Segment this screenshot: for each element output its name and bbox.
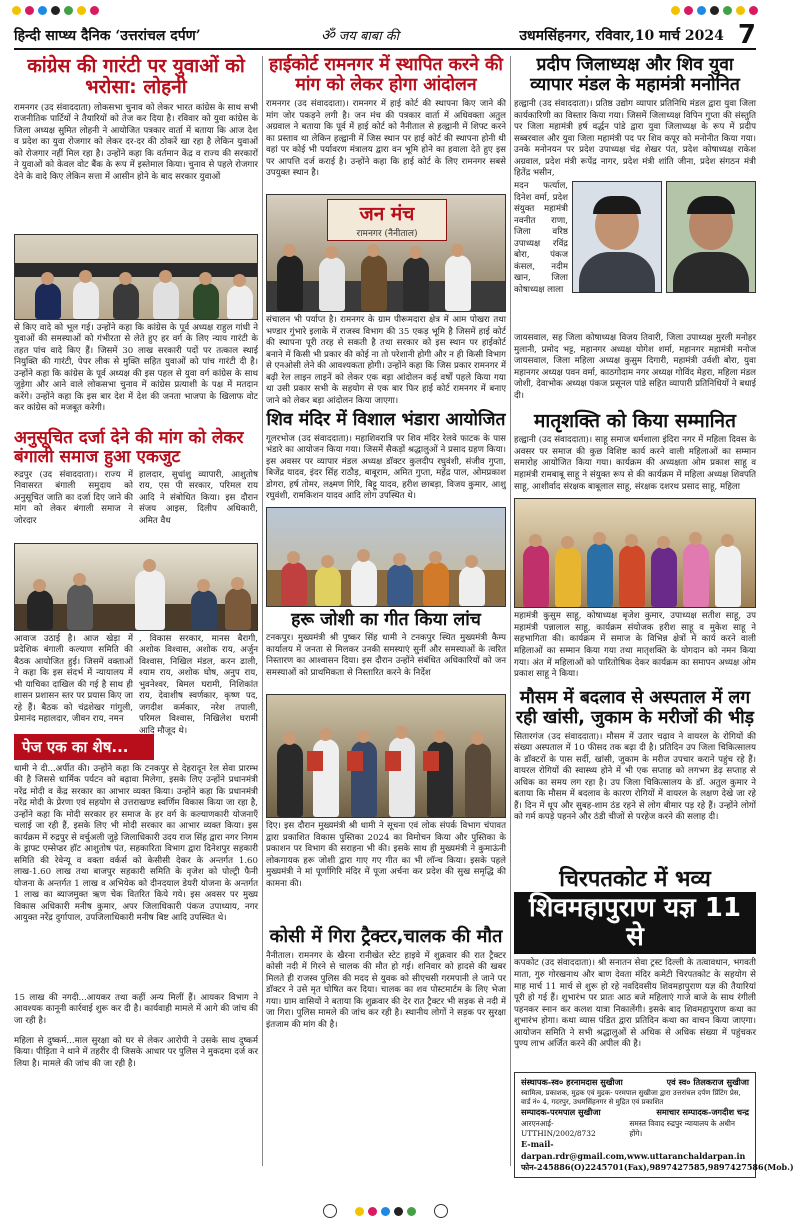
article-congress-continued: से किए वादे को भूल गई। उन्होंने कहा कि कांग्रेस के पूर्व अध्यक्ष राहुल गांधी ने युवाओं की समस्याओं को गंभीरता से लेते हुए हर वर्ग के लिए न्याय गारंटी के तहत पांच वादे किए हैं। जिसमें 30 लाख सरकारी पदों पर तत्काल स्थाई नियुक्ति की गारंटी, पेपर लीक से मुक्ति सहित युवाओं को पांच गारंटी दी है। उन्होंने कहा कि कांग्रेस के पूर्व अध्यक्ष की इस पहल से युवा वर्ग कांग्रेस के साथ जुड़ेगा और आने वाले लोकसभा चुनाव में कांग्रेस प्रत्याशी के पक्ष में मतदान करेंगे। उन्होंने कहा कि इस बार देश में देश की जनता भाजपा के खिलाफ वोट कर कांग्रेस को मजबूत करेगी।	[14, 322, 258, 414]
masthead-slogan: जय बाबा की	[338, 29, 400, 44]
continued-dhami-article: धामी ने दी...अर्पीत की। उन्होंने कहा कि टनकपुर से देहरादून रेल सेवा प्रारम्भ की है जिससे धार्मिक पर्यटन को बढ़ावा मिलेगा, इसके लिए उन्होंने प्रधानमंत्री नरेंद्र मोदी व केंद्र सरकार का आभार व्यक्त किया। उन्होंने कहा कि प्रधानमंत्री नरेंद्र मोदी के प्रेरणा एवं सहयोग से उत्तराखण्ड स्वर्णिम विकास किया जा रहा है, उन्होंने कहा कि मोदी सरकार हर समाज के हर वर्ग के कल्याणकारी योजनाएँ चलाई जा रही हैं, इसके लिए भी मोदी सरकार का आभार व्यक्त किया। इस कार्यक्रम में रुद्रपुर से वर्चुअली जुड़े जिलाधिकारी उदय राज सिंह द्वारा नगर निगम के ड्राफ्ट एम्सेप्डर हॉट आशुतोष पंत, सहकारिता विभाग द्वारा दिनेशपुर सहकारी समिति की रेवेन्यू व वक्ता वर्कर्स को केसीसी देकर के अन्तर्गत 1.60 लाख-1.60 लाख तथा बाजपुर सहकारी समिति के वृजेश को पोल्ट्री फैनी योजना के अन्तर्गत 1 लाख व अभियेक को दीनदयाल डेयरी योजना के अन्तर्गत 1 लाख का ब्याजमुक्त ऋण चेक वितरित किये गये। इस अवसर पर मुख्य विकास अधिकारी मनीष कुमार, अपर जिलाधिकारी पंकज उपाध्याय, नगर आयुक्त नरेंद्र दुर्गापाल, उपजिलाधिकारी मनीष बिष्ट आदि उपस्थित थे।	[14, 763, 258, 924]
registration-dots-left	[12, 6, 99, 15]
column-1	[14, 56, 258, 1076]
article-high-court-continued: संचालन भी पर्याप्त है। रामनगर के ग्राम पीरूमदारा क्षेत्र में आम पोखरा तथा भण्डार गुंभारे इलाके में राजस्व विभाग की 35 एकड़ भूमि है जिसमें हाई कोर्ट की स्थापना पूरी तरह से सकती है तथा सरकार को इस स्थान पर हाईकोर्ट बनाने में किसी भी प्रकार की कोई ना तो परेशानी होगी और न ही किसी विभाग से एनओसी लेने की आवश्यकता होगी। उन्होंने कहा कि जिस प्रकार रामनगर में बढ़ी रेल लाइन लाइनें को लेकर एक बड़ा आंदोलन कई वर्षों पहले किया गया था उसी प्रकार सभी के सहयोग से एक बार फिर हाई कोर्ट रामनगर में बनाए जाने को लेकर बड़ा आंदोलन किया जाएगा।	[266, 315, 506, 406]
column-divider	[510, 56, 511, 1166]
article-high-court-body: रामनगर (उद संवाददाता)। रामनगर में हाई कोर्ट की स्थापना किए जाने की मांग जोर पकड़ने लगी है। जन मंच की पत्रकार वार्ता में अधिवक्ता अतुल अग्रवाल ने बताया कि पूर्व में हाई कोर्ट को नैनीताल से हल्द्वानी में शिफ्ट करने का प्रस्ताव था लेकिन हल्द्वानी में जिस स्थान पर हाई कोर्ट की स्थापना होनी थी वहां पर कोई भी पर्यावरण मंत्रालय द्वारा वन भूमि होने का हवाला देते हुए इस पर आपत्ति दर्ज कराई है। उन्होंने कहा कि हाई कोर्ट के लिए रामनगर सबसे उपयुक्त स्थान है।	[266, 99, 506, 179]
continued-cash-article: 15 लाख की नगदी...आयकर तथा कहीं अन्य मिलीं हैं। आयकर विभाग ने आवश्यक कानूनी कार्रवाई शुरू कर दी है। कार्यवाही मामले में आगे की जांच की जा रही है।	[14, 992, 258, 1026]
article-bengali-col-a: रुद्रपुर (उद संवाददाता)। राज्य में निवासरत बंगाली समुदाय को अनुसूचित जाति का दर्जा दिए जाने की मांग को लेकर बंगाली समाज ने जोरदार	[14, 469, 133, 526]
article-matrishakti-continued: महामंत्री कुसुम साहू, कोषाध्यक्ष बृजेश कुमार, उपाध्यक्ष सतीश साहू, उप महामंत्री पन्नालाल साहू, कार्यक्रम संयोजक हरीश साहू व मुकेश साहू ने सहभागिता की। कार्यक्रम में समाज के विभिन्न क्षेत्रों में कार्य करने वाली महिलाओं का सम्मान किया गया तथा मातृशक्ति के योगदान को नमन किया गया। अंत में महिलाओं को पारितोषिक देकर कार्यक्रम का समापन अध्यक्ष ओम प्रकाश साहू ने किया।	[514, 611, 756, 680]
column-divider	[262, 56, 263, 1166]
article-pradeep-side: मदन फर्त्याल, दिनेश वर्मा, प्रदेश संयुक्त महामंत्री नवनीत राणा, जिला वरिष्ठ उपाध्यक्ष रविंद्र बोरा, पंकज कंसल, नदीम खान, जिला कोषाध्यक्ष लाला	[514, 181, 568, 295]
headline-haru-joshi: हरू जोशी का गीत किया लांच	[291, 609, 481, 630]
article-matrishakti: हल्द्वानी (उद संवाददाता)। साहू समाज धर्मशाला इंदिरा नगर में महिला दिवस के अवसर पर समाज की कुछ विशिष्ट कार्य करने वाली महिलाओं का सम्मान समारोह आयोजित किया गया। कार्यक्रम की अध्यक्षता ओम प्रकाश साहू व महामंत्री रामबाबू साहू ने संयुक्त रूप से की कार्यक्रम में महिला अध्यक्ष शिवपति साहू, आशीर्वाद संरक्षक बाबूलाल साहू, संरक्षक दशरथ प्रसाद साहू, महिला	[514, 435, 756, 492]
photo-bengali-meeting	[14, 543, 258, 631]
article-bengali-col-c: आवाज उठाई है। आज खेड़ा में प्रदेशिक बंगाली कल्याण समिति की बैठक आयोजित हुई। जिसमें वक्ताओं ने कहा कि इस संदर्भ में न्यायालय में भी याचिका दाखिल की गई है साथ ही शासन प्रशासन स्तर पर प्रयास किए जा रहे हैं। बैठक को चंद्रशेखर गांगुली, प्रेमानंद महालदार, जीवन राय, नमन	[14, 633, 133, 725]
column-3	[514, 55, 794, 1178]
column-2	[266, 56, 506, 1137]
imprint-editors: सम्पादक-परमपाल सुखीजा समाचार सम्पादक-जगदीश चन्द्र	[521, 1107, 749, 1118]
imprint-box	[514, 1072, 794, 1177]
continued-crime-article: महिला से दुष्कर्म...माल सुरक्षा को घर से लेकर आरोपी ने उसके साथ दुष्कर्म किया। पीड़िता ने थाने में तहरीर दी जिसके आधार पर पुलिस ने मुकदमा दर्ज कर लिया है। मामले की जांच की जा रही है।	[14, 1035, 258, 1069]
registration-dots-bottom	[355, 1207, 416, 1216]
article-pradeep-body: हल्द्वानी (उद संवाददाता)। प्रतिष्ठ उद्योग व्यापार प्रतिनिधि मंडल द्वारा युवा जिला कार्यकारिणी का विस्तार किया गया। जिसमें जिलाध्यक्ष विपिन गुप्ता की संस्तुति पर जिला महामंत्री हर्ष वर्द्धन पांडे द्वारा युवा जिलाध्यक्ष के रूप में प्रदीप सब्बरवाल और युवा जिला महामंत्री पद पर शिव कपूर को मनोनीत किया गया। उनके मनोनयन पर प्रदेश उपाध्यक्ष चंद्र शेखर पंत, प्रदेश कोषाध्यक्ष राकेश अग्रवाल, प्रदेश मंत्री रूपेंद्र नागर, प्रदेश मंत्री शांति जीना, प्रदेश संगठन मंत्री हितेंद्र भसीन,	[514, 99, 756, 179]
photo-press-conference	[14, 234, 258, 320]
imprint-founders: संस्थापक-स्व० हरनामदास सुखीजा एवं स्व० तिलकराज सुखीजा	[521, 1077, 749, 1088]
article-shiv-bhandara: गूलरभोज (उद संवाददाता)। महाशिवरात्रि पर शिव मंदिर रेलवे फाटक के पास भंडारे का आयोजन किया गया। जिसमें सैकड़ों श्रद्धालुओं ने प्रसाद ग्रहण किया। इस अवसर पर व्यापार मंडल अध्यक्ष डॉक्टर कुलदीप रघुवंशी, संजीव गुप्ता, बिजेंद्र यादव, इंदर सिंह राठौड़, बाबूराम, अमित गुप्ता, महेंद्र पाल, ओमप्रकाश डोगरा, हर्ष तोमर, लक्ष्मण गिरि, बिट्टू यादव, हरीश छाबड़ा, विजय कुमार, आशु रघुवंशी, रामकिशन यादव आदि लोग उपस्थित थे।	[266, 433, 506, 502]
article-shiv-mahapuran: कपकोट (उद संवाददाता)। श्री सनातन सेवा ट्रस्ट दिल्ली के तत्वावधान, भगवती माता, गुरु गोरखनाथ और बाण देवता मंदिर कमेटी चिरपतकोट के सहयोग से माह मार्च 11 मार्च से शुरू हो रहे नवदिवसीय शिवमहापुराण यज्ञ की तैयारियां पूरी हो गई हैं। शुभारंभ पर प्रातः आठ बजे महिलाएं गाजे बाजे के साथ रंगीली पहनकर स्नान कर कलश यात्रा निकालेंगी। इसके बाद शिवमहापुराण कथा का शुभारंभ होगा। कथा व्यास पंडित द्वारा प्रतिदिन कथा का वाचन किया जाएगा। आयोजन समिति ने सभी श्रद्धालुओं से अधिक से अधिक संख्या में पहुंचकर पुण्य लाभ अर्जित करने की अपील की है।	[514, 958, 756, 1050]
masthead-right	[519, 20, 756, 50]
pradeep-photo-row	[514, 181, 756, 331]
jan-manch-banner: जन मंच रामनगर (नैनीताल)	[327, 199, 447, 241]
article-haru-joshi: टनकपुर। मुख्यमंत्री श्री पुष्कर सिंह धामी ने टनकपुर स्थित मुख्यमंत्री कैम्प कार्यालय में जनता से मिलकर उनकी समस्याएं सुनीं और समस्याओं के त्वरित निस्तारण का आश्वासन दिया। इस दौरान उन्होंने संबंधित अधिकारियों को जन समस्याओं को प्राथमिकता से निस्तारित करने के निर्देश	[266, 633, 506, 678]
shiv-mahapuran-headline	[514, 868, 756, 955]
article-congress-body: रामनगर (उद संवाददाता) लोकसभा चुनाव को लेकर भारत कांग्रेस के साथ सभी राजनीतिक पार्टियों ने तैयारियों को तेज कर दिया है। रविवार को युवा कांग्रेस के जिला अध्यक्ष सुमित लोहनी ने आयोजित पत्रकार वार्ता में बताया कि आज देश व प्रदेश का युवा रोजगार को लेकर दर-दर की ठोकरें खा रहा है लेकिन युवाओं को रोजगार नहीं मिल रहा है। उन्होंने कहा कि वर्तमान केंद्र व राज्य की सरकारों ने युवाओं को केवल वोट बैंक के रूप में इस्तेमाल किया। चुनाव से पहले रोजगार देने के वादे किए लेकिन सत्ता में आसीन होने के बाद सरकार युवाओं	[14, 102, 258, 182]
imprint-publisher: स्वामित्व, प्रकाशक, मुद्रक एवं मुद्रक- परमपाल सुखीजा द्वारा उत्तरांचल दर्पण प्रिंटिंग प्रेस, वार्ड नं० 4, गदरपुर, उधमसिंहनगर से मुद्रित एवं प्रकाशित	[521, 1088, 741, 1107]
headline-weather-hospital: मौसम में बदलाव से अस्पताल में लग रही खांसी, जुकाम के मरीजों की भीड़	[515, 688, 755, 729]
headline-shiv-bhandara: शिव मंदिर में विशाल भंडारा आयोजित	[266, 410, 506, 431]
masthead	[14, 22, 756, 50]
article-bengali-intro	[14, 470, 258, 540]
article-weather-hospital: सितारगंज (उद संवाददाता)। मौसम में उतार चढ़ाव ने वायरल के रोगियों की संख्या अस्पताल में 10 फीसद तक बढ़ा दी है। प्रतिदिन उप जिला चिकित्सालय के डॉक्टरों के पास सर्दी, खांसी, जुकाम के मरीज उपचार कराने पहुंच रहे हैं। वायरल रोगियों की स्वास्थ्य होने में भी एक सप्ताह को लगभग डेढ़ सप्ताह से अधिक का समय लग रहा है। उप जिला चिकित्सालय के डॉ. अतुल कुमार ने बताया कि मौसम में बदलाव के कारण रोगियों में वायरल के लक्षण देखे जा रहे हैं। दिन में धूप और सुबह-शाम ठंड रहने से लोग बीमार पड़ रहे हैं। उन्होंने लोगों को गर्म कपड़े पहनने और ठंडी चीजों से परहेज करने की सलाह दी।	[514, 731, 756, 823]
photo-bhandara	[266, 507, 506, 607]
shiv-headline-line2: शिवमहापुराण यज्ञ 11 से	[514, 892, 756, 954]
photo-women-honoured	[514, 498, 756, 608]
article-bengali-col-b: हालदार, सुधांशु व्यापारी, आशुतोष राय, एस पी सरकार, परिमल राय आदि ने संबोधित किया। इस दौरान संजय आइस, दिलीप अधिकारी, अमित वैध	[139, 469, 258, 526]
headline-matrishakti: मातृशक्ति को किया सम्मानित	[534, 410, 736, 433]
headline-high-court: हाईकोर्ट रामनगर में स्थापित करने की मांग को लेकर होगा आंदोलन	[269, 55, 503, 95]
masthead-center	[321, 25, 399, 45]
article-haru-joshi-continued: दिए। इस दौरान मुख्यमंत्री श्री धामी ने सूचना एवं लोक संपर्क विभाग चंपावत द्वारा प्रकाशित विकास पुस्तिका 2024 का विमोचन किया और पुस्तिका के प्रकाशन पर विभाग की सराहना भी की। इसके साथ ही मुख्यमंत्री ने कुमाऊंनी लोकगायक हरू जोशी द्वारा गाए गए गीत का भी लॉन्च किया। इसके पहले मुख्यमंत्री ने मां पूर्णागिरि मंदिर में पूजा अर्चना कर प्रदेश की सुख समृद्धि की कामना की।	[266, 821, 506, 889]
dateline: उधमसिंहनगर, रविवार,10 मार्च 2024	[519, 27, 724, 44]
footer-registration	[0, 1204, 770, 1218]
headline-kosi-tractor: कोसी में गिरा ट्रैक्टर,चालक की मौत	[269, 926, 503, 948]
imprint-phone: फोन-245886(O)2245701(Fax),9897427585,9897427586(Mob.)	[521, 1161, 794, 1172]
photo-jan-manch	[266, 194, 506, 312]
registration-dots-right	[671, 6, 758, 15]
imprint-email: E-mail-darpan.rdr@gmail.com,www.uttaranchaldarpan.in	[521, 1139, 746, 1161]
registration-mark-icon	[434, 1204, 448, 1218]
headline-pradeep-appointment: प्रदीप जिलाध्यक्ष और शिव युवा व्यापार मंडल के महामंत्री मनोनित	[530, 55, 740, 95]
article-pradeep-continued: जायसवाल, सह जिला कोषाध्यक्ष विजय तिवारी, जिला उपाध्यक्ष मुरली मनोहर मुलानी, प्रमोद भट्ट, महानगर अध्यक्ष योगेश शर्मा, महानगर महामंत्री मनोज जायसवाल, जिला महिला अध्यक्ष कुसुम दिगारी, महामंत्री उर्वशी बोरा, युवा महानगर अध्यक्ष पवन वर्मा, काठगोदाम नगर अध्यक्ष गोविंद मेहरा, महिला मंडल जोशी, देवाभोक अध्यक्ष पंकज प्रसूनल पांडे सहित व्यापारी प्रतिनिधियों ने बधाई दी।	[514, 333, 756, 401]
page-one-continued-box: पेज एक का शेष...	[14, 734, 154, 760]
headline-bengali-samaj: अनुसूचित दर्जा देने की मांग को लेकर बंगाली समाज हुआ एकजुट	[14, 427, 244, 467]
paper-name: हिन्दी साप्ध्य दैनिक ‘उत्तरांचल दर्पण’	[14, 27, 201, 44]
shiv-headline-line1: चिरपतकोट में भव्य	[559, 866, 711, 892]
om-icon: ॐ	[320, 26, 335, 44]
article-bengali-col-d: , विकास सरकार, मानस बैरागी, अशोक विश्वास, अशोक राय, अर्जुन विश्वास, निखिल मंडल, करन ढाली, श्याम राय, अशोक घोष, अनुप राय, भुवनेश्वर, बिमल घरामी, निशिकांत राय, देवाशीष स्वर्णकार, कृष्ण पद, जगदीश कर्मकार, नरेश तपाली, परिमल विश्वास, निखिलेश घरामी आदि मौजूद थे।	[139, 633, 258, 736]
portrait-shiv-kapoor	[666, 181, 756, 293]
portrait-pradeep	[572, 181, 662, 293]
registration-mark-icon	[323, 1204, 337, 1218]
page-number: 7	[737, 20, 756, 50]
article-bengali-body	[14, 633, 258, 736]
imprint-registration: आरएनआई- UTTHIN/2002/8732 समस्त विवाद रुद्रपुर न्यायालय के अधीन होंगे।	[521, 1118, 735, 1138]
article-kosi-tractor: नैनीताल। रामनगर के खैरना रानीखेत स्टेट हाइवे में शुक्रवार की रात ट्रैक्टर कोसी नदी में गिरने से चालक की मौत हो गई। शनिवार को हादसे की खबर मिलते ही राजस्व पुलिस की मदद से युवक को सीएचसी गरमपानी ले जाने पर डॉक्टर ने उसे मृत घोषित कर दिया। चालक का शव पोस्टमार्टम के लिए भेजा गया। ग्राम वासियों ने बताया कि शुक्रवार की देर रात ट्रैक्टर भी सड़क से नदी में जा गिरा। पुलिस मामले की जांच कर रही है। स्थानीय लोगों ने सड़क पर सुरक्षा इंतजाम की मांग की है।	[266, 950, 506, 1030]
headline-congress: कांग्रेस की गारंटी पर युवाओं को भरोसा: लोहनी	[27, 55, 245, 99]
photo-song-launch	[266, 694, 506, 818]
